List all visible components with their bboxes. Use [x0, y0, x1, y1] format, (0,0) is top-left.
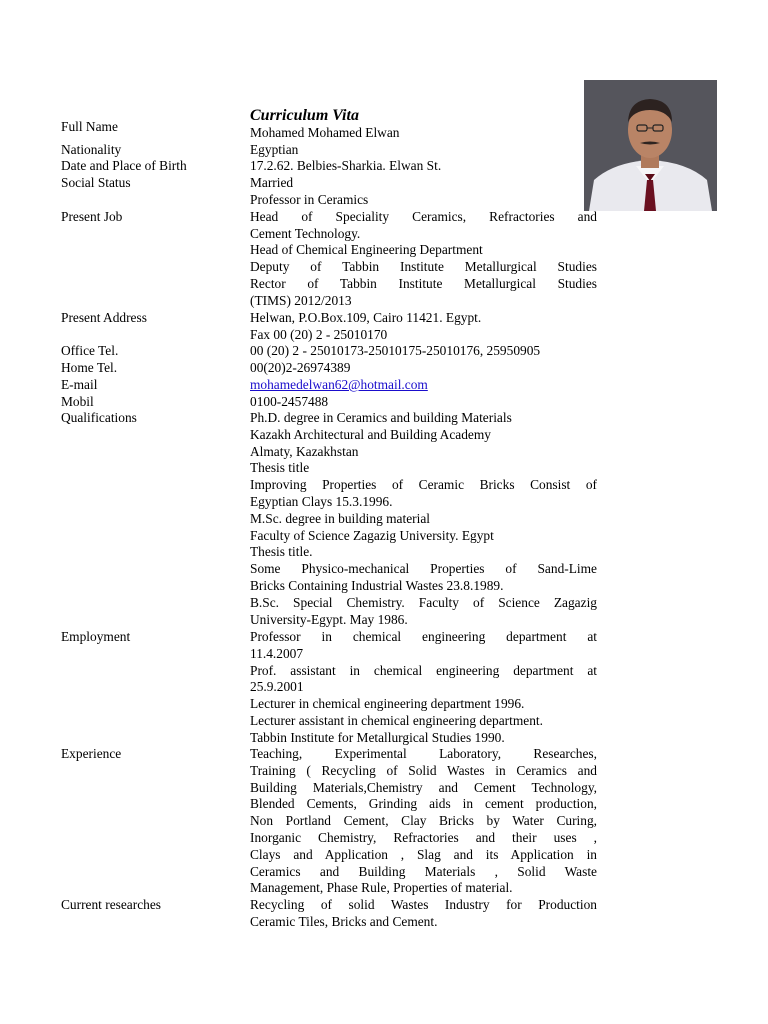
qualification-line: Ph.D. degree in Ceramics and building Materials — [250, 410, 512, 425]
document-title: Curriculum Vita — [250, 107, 359, 124]
email-link[interactable]: mohamedelwan62@hotmail.com — [250, 377, 428, 392]
label-home-tel: Home Tel. — [61, 360, 118, 375]
profile-photo — [584, 80, 717, 211]
label-full-name: Full Name — [61, 119, 118, 134]
label-employment: Employment — [61, 629, 131, 644]
job-line: Head of Chemical Engineering Department — [250, 242, 483, 258]
qualification-line: University-Egypt. May 1986. — [250, 611, 408, 627]
employment-line: Prof. assistant in chemical engineering department at — [250, 662, 597, 678]
email-wrapper — [250, 377, 597, 394]
employment-line: Lecturer in chemical engineering department 1996. — [250, 696, 525, 712]
qualification-line: Improving Properties of Ceramic Bricks Consist of — [250, 477, 597, 493]
qualification-line: Some Physico-mechanical Properties of Sand-Lime — [250, 561, 597, 577]
label-email: E-mail — [61, 377, 98, 392]
value-nationality: Egyptian — [250, 142, 299, 157]
experience-line: Building Materials,Chemistry and Cement Technology, — [250, 779, 597, 795]
experience-line: Ceramics and Building Materials , Solid Waste — [250, 863, 597, 879]
label-qualifications: Qualifications — [61, 410, 137, 425]
experience-line: Training ( Recycling of Solid Wastes in Ceramics and — [250, 762, 597, 778]
qualification-line: B.Sc. Special Chemistry. Faculty of Science Zagazig — [250, 594, 597, 610]
employment-line: Professor in chemical engineering department at — [250, 629, 597, 644]
experience-line: Clays and Application , Slag and its Application in — [250, 846, 597, 862]
label-current-researches: Current researches — [61, 897, 162, 912]
value-mobil: 0100-2457488 — [250, 394, 329, 409]
qualification-line: Thesis title — [250, 460, 310, 476]
label-birth: Date and Place of Birth — [61, 158, 187, 173]
experience-line: Inorganic Chemistry, Refractories and their uses , — [250, 830, 597, 845]
employment-line: 25.9.2001 — [250, 679, 304, 695]
label-present-address: Present Address — [61, 310, 147, 325]
research-line: Recycling of solid Wastes Industry for Production — [250, 897, 597, 912]
label-present-job: Present Job — [61, 209, 123, 224]
experience-line: Teaching, Experimental Laboratory, Researches, — [250, 746, 597, 761]
qualification-line: Thesis title. — [250, 544, 313, 560]
qualification-line: Egyptian Clays 15.3.1996. — [250, 494, 393, 509]
job-line: Professor in Ceramics — [250, 192, 369, 207]
label-experience: Experience — [61, 746, 122, 761]
qualification-line: Kazakh Architectural and Building Academy — [250, 426, 491, 442]
research-line: Ceramic Tiles, Bricks and Cement. — [250, 913, 438, 929]
value-birth: 17.2.62. Belbies-Sharkia. Elwan St. — [250, 158, 442, 173]
experience-line: Non Portland Cement, Clay Bricks by Water Curing, — [250, 813, 597, 829]
job-line: Rector of Tabbin Institute Metallurgical Studies — [250, 276, 597, 291]
label-social-status: Social Status — [61, 175, 131, 190]
address-line: Helwan, P.O.Box.109, Cairo 11421. Egypt. — [250, 310, 482, 325]
job-line: Head of Speciality Ceramics, Refractories and — [250, 208, 597, 224]
job-line: (TIMS) 2012/2013 — [250, 292, 352, 308]
qualification-line: Faculty of Science Zagazig University. Egypt — [250, 527, 494, 543]
employment-line: 11.4.2007 — [250, 645, 304, 661]
employment-line: Lecturer assistant in chemical engineering department. — [250, 713, 543, 728]
label-nationality: Nationality — [61, 142, 122, 157]
qualification-line: Almaty, Kazakhstan — [250, 443, 359, 459]
experience-line: Blended Cements, Grinding aids in cement production, — [250, 796, 597, 812]
employment-line: Tabbin Institute for Metallurgical Studies 1990. — [250, 729, 505, 745]
qualification-line: M.Sc. degree in building material — [250, 510, 430, 526]
portrait-illustration — [584, 80, 717, 211]
qualification-line: Bricks Containing Industrial Wastes 23.8.1989. — [250, 578, 504, 593]
value-social-status: Married — [250, 175, 294, 190]
label-mobil: Mobil — [61, 394, 94, 409]
value-full-name: Mohamed Mohamed Elwan — [250, 125, 400, 140]
job-line: Cement Technology. — [250, 225, 361, 241]
experience-line: Management, Phase Rule, Properties of material. — [250, 880, 513, 896]
value-home-tel: 00(20)2-26974389 — [250, 360, 351, 375]
job-line: Deputy of Tabbin Institute Metallurgical Studies — [250, 259, 597, 275]
fax-line: Fax 00 (20) 2 - 25010170 — [250, 326, 388, 342]
label-office-tel: Office Tel. — [61, 343, 119, 358]
value-office-tel: 00 (20) 2 - 25010173-25010175-25010176, 25950905 — [250, 343, 541, 358]
